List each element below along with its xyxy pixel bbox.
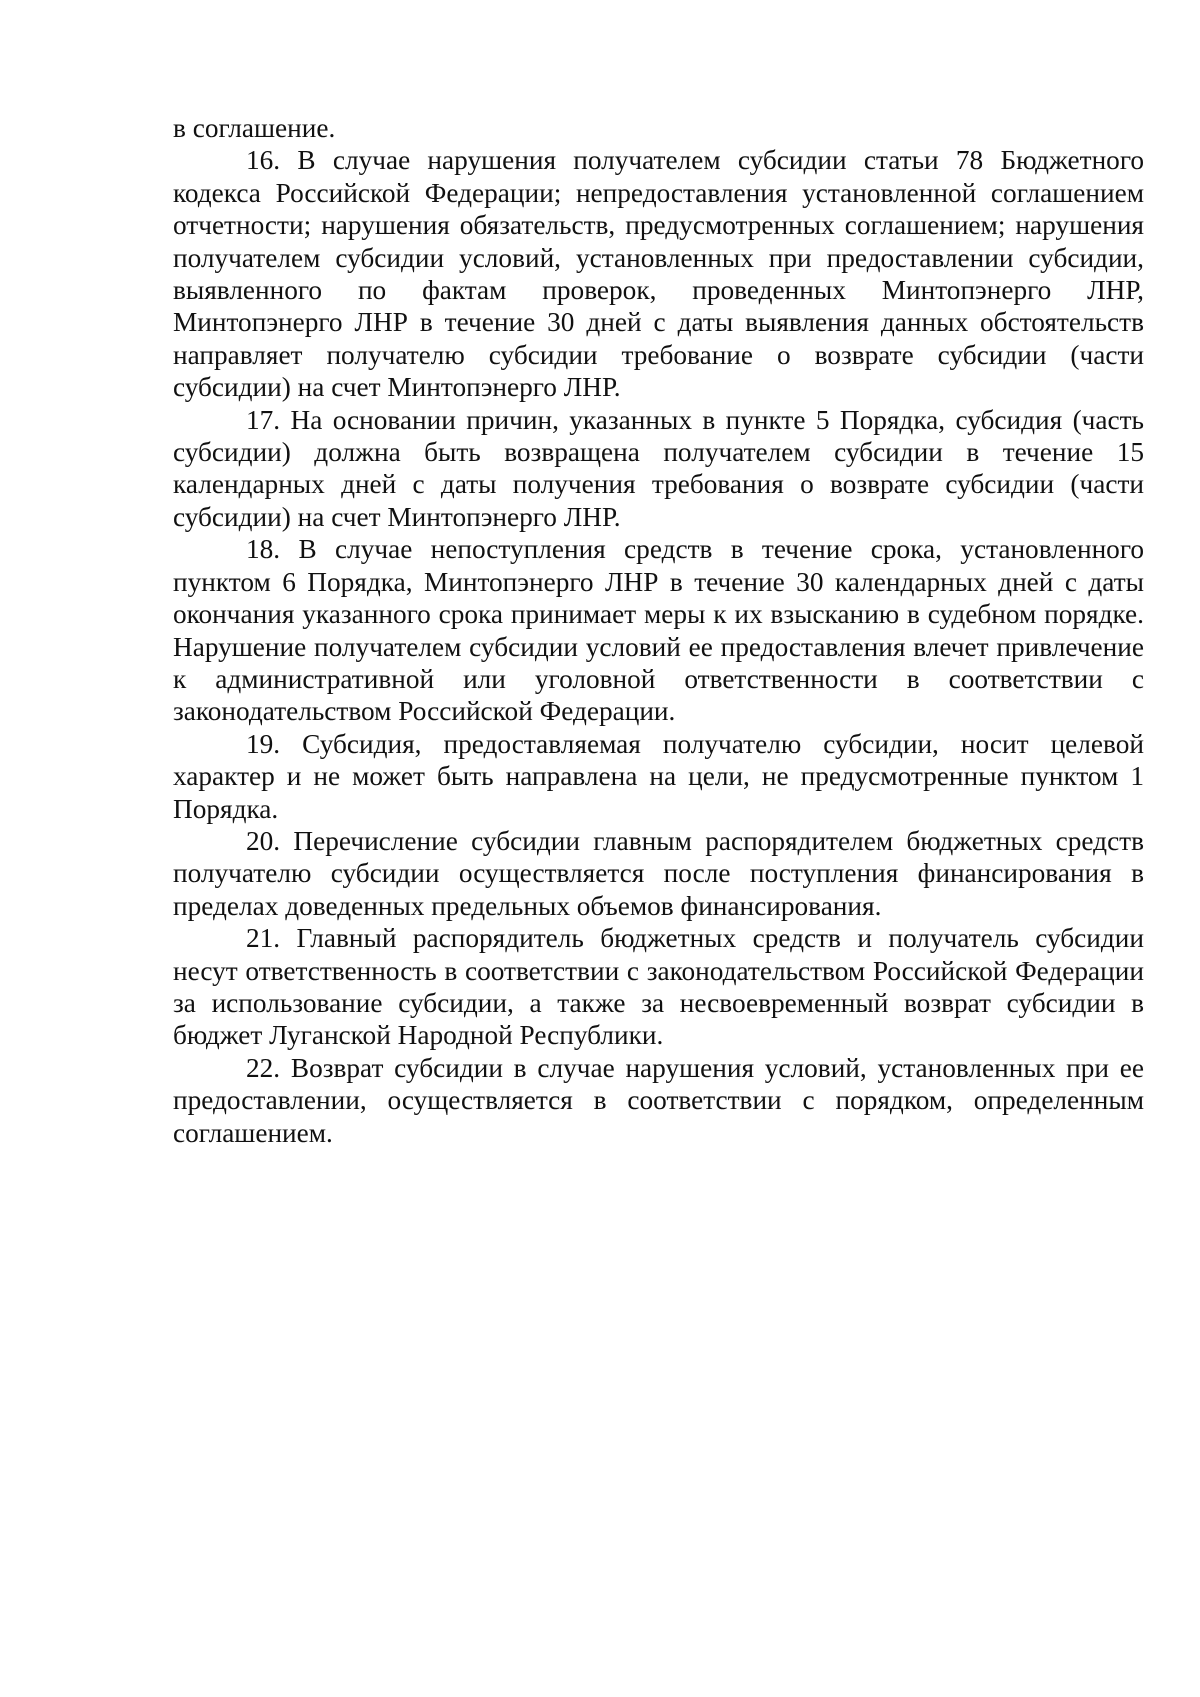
paragraph-21: 21. Главный распорядитель бюджетных средств и получатель субсидии несут ответственность в соответствии с законодательством Российской Федерации за использование субсидии, а также за несвоевременный возврат субсидии в бюджет Луганской Народной Республики.	[173, 923, 1144, 1051]
paragraph-18: 18. В случае непоступления средств в течение срока, установленного пунктом 6 Порядка, Минтопэнерго ЛНР в течение 30 календарных дней с даты окончания указанного срока принимает меры к их взысканию в судебном порядке. Нарушение получателем субсидии условий ее предоставления влечет привлечение к административной или уголовной ответственности в соответствии с законодательством Российской Федерации.	[173, 534, 1144, 727]
paragraph-17: 17. На основании причин, указанных в пункте 5 Порядка, субсидия (часть субсидии) должна быть возвращена получателем субсидии в течение 15 календарных дней с даты получения требования о возврате субсидии (части субсидии) на счет Минтопэнерго ЛНР.	[173, 404, 1144, 532]
paragraph-continuation: в соглашение.	[173, 113, 336, 143]
paragraph-16: 16. В случае нарушения получателем субсидии статьи 78 Бюджетного кодекса Российской Федерации; непредоставления установленной соглашением отчетности; нарушения обязательств, предусмотренных соглашением; нарушения получателем субсидии условий, установленных при предоставлении субсидии, выявленного по фактам проверок, проведенных Минтопэнерго ЛНР, Минтопэнерго ЛНР в течение 30 дней с даты выявления данных обстоятельств направляет получателю субсидии требование о возврате субсидии (части субсидии) на счет Минтопэнерго ЛНР.	[173, 145, 1144, 403]
paragraph-19: 19. Субсидия, предоставляемая получателю субсидии, носит целевой характер и не может быть направлена на цели, не предусмотренные пунктом 1 Порядка.	[173, 728, 1144, 824]
paragraph-22: 22. Возврат субсидии в случае нарушения условий, установленных при ее предоставлении, осуществляется в соответствии с порядком, определенным соглашением.	[173, 1052, 1144, 1148]
paragraph-20: 20. Перечисление субсидии главным распорядителем бюджетных средств получателю субсидии осуществляется после поступления финансирования в пределах доведенных предельных объемов финансирования.	[173, 825, 1144, 921]
document-body	[173, 112, 1144, 1149]
